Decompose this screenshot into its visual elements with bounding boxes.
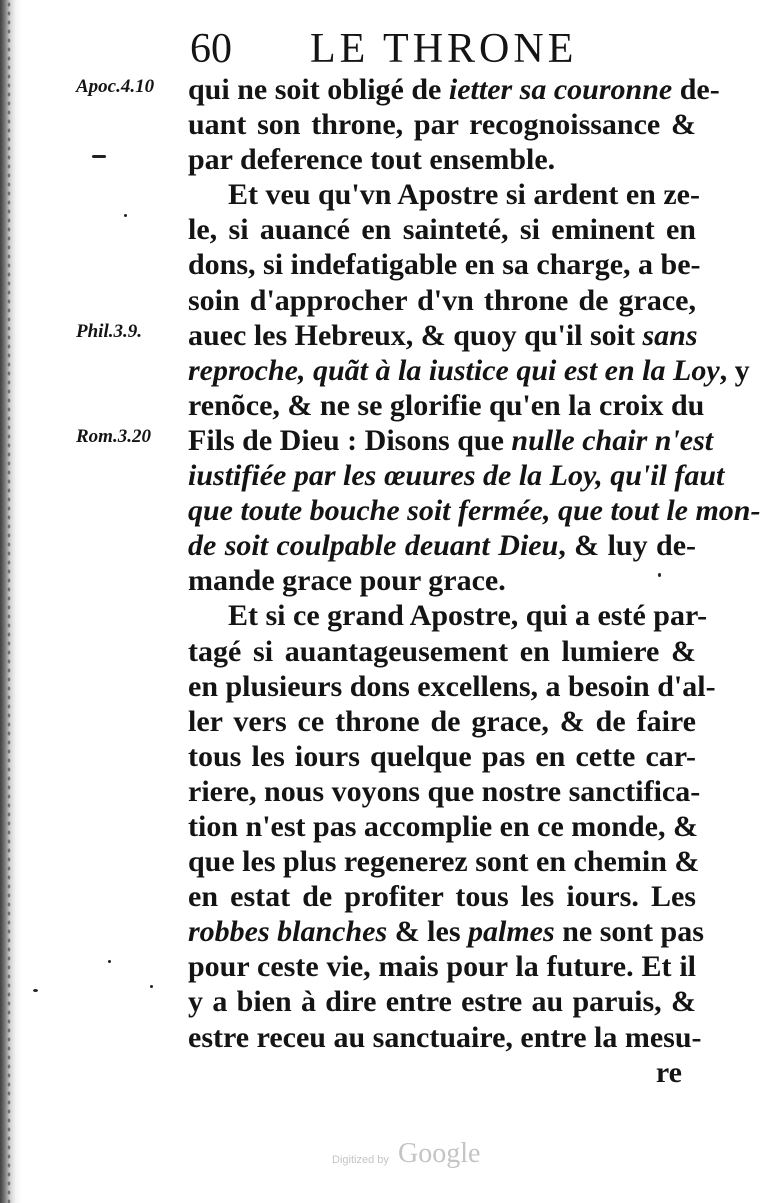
text-line: [188, 879, 696, 914]
text-segment: tion n'est pas accomplie en ce monde, &: [188, 809, 698, 843]
text-line: [188, 984, 696, 1019]
text-segment: pour ceste vie, mais pour la future. Et il: [188, 950, 696, 984]
text-line: [188, 353, 750, 388]
body-text: [188, 72, 761, 1090]
text-line: [188, 669, 716, 704]
text-segment: estre receu au sanctuaire, entre la mesu-: [188, 1020, 702, 1054]
text-line: [188, 177, 700, 212]
text-segment: re: [655, 1055, 682, 1089]
text-segment: , y: [719, 353, 750, 387]
text-line: [188, 809, 696, 844]
italic-quotation: nulle chair n'est: [511, 423, 714, 457]
italic-quotation: robbes blanches: [188, 915, 388, 949]
ink-speck: [150, 985, 153, 988]
text-line: [188, 739, 696, 774]
text-line: [188, 634, 696, 669]
text-segment: renõce, & ne se glorifie qu'en la croix du: [188, 388, 705, 422]
text-segment: riere, nous voyons que nostre sanctifica-: [188, 774, 701, 808]
text-line: [188, 563, 696, 598]
ink-speck: [33, 989, 38, 992]
text-segment: de-: [672, 73, 720, 106]
italic-quotation: de soit coulpable deuant Dieu: [188, 529, 559, 563]
text-segment: auec les Hebreux, & quoy qu'il soit: [188, 318, 643, 352]
text-segment: par deference tout ensemble.: [188, 143, 556, 177]
text-segment: tagé si auantageusement en lumiere &: [188, 634, 696, 668]
text-line: [188, 774, 701, 809]
italic-quotation: sans: [642, 318, 698, 352]
text-line: [188, 914, 704, 949]
text-line: [188, 1020, 702, 1055]
text-segment: Et veu qu'vn Apostre si ardent en ze-: [228, 178, 700, 212]
text-line: [188, 72, 720, 107]
text-segment: le, si auancé en sainteté, si eminent en: [188, 213, 696, 247]
text-segment: y a bien à dire entre estre au paruis, &: [188, 985, 696, 1019]
italic-quotation: palmes: [468, 915, 555, 949]
text-segment: ler vers ce throne de grace, & de faire: [188, 704, 696, 738]
text-line: [188, 318, 696, 353]
margin-note-apoc: Apoc.4.10: [76, 76, 155, 97]
ink-speck: [108, 960, 111, 963]
text-line: [188, 528, 696, 563]
text-line: [188, 212, 696, 247]
text-line: [188, 388, 705, 423]
text-line: [188, 423, 714, 458]
margin-note-rom: Rom.3.20: [76, 426, 151, 447]
text-line: [188, 493, 761, 528]
text-segment: dons, si indefatigable en sa charge, a be-: [188, 248, 701, 282]
text-line: [188, 704, 696, 739]
text-segment: qui ne soit obligé de: [188, 73, 449, 106]
italic-quotation: que toute bouche soit fermée, que tout le mon-: [188, 494, 761, 528]
text-segment: uant son throne, par recognoissance &: [188, 108, 696, 142]
text-line: [188, 458, 725, 493]
text-segment: mande grace pour grace.: [188, 564, 506, 598]
text-line: [188, 247, 701, 282]
text-segment: en plusieurs dons excellens, a besoin d'al-: [188, 669, 716, 703]
text-segment: Fils de Dieu : Disons que: [188, 423, 512, 457]
text-line: [188, 283, 696, 318]
text-segment: que les plus regenerez sont en chemin &: [188, 845, 700, 879]
text-line: [188, 107, 696, 142]
ink-speck: [124, 214, 127, 217]
margin-note-phil: Phil.3.9.: [76, 321, 142, 342]
text-line: [188, 598, 708, 633]
text-segment: & les: [387, 915, 469, 949]
text-line: [188, 949, 696, 984]
digitized-by-label: Digitized by: [332, 1154, 389, 1166]
running-title: LE THRONE: [310, 26, 578, 72]
text-segment: , & luy de-: [558, 529, 696, 563]
page-header: [190, 24, 600, 74]
text-segment: ne sont pas: [554, 915, 704, 949]
text-line: [188, 142, 696, 177]
text-segment: tous les iours quelque pas en cette car-: [188, 739, 696, 773]
text-segment: en estat de profiter tous les iours. Les: [188, 880, 696, 914]
digitization-watermark: [332, 1138, 532, 1178]
text-line: [188, 1055, 696, 1090]
text-segment: Et si ce grand Apostre, qui a esté par-: [228, 599, 708, 633]
page-number: 60: [190, 26, 232, 72]
italic-quotation: ietter sa couronne: [448, 73, 673, 106]
italic-quotation: iustifiée par les œuures de la Loy, qu'il faut: [188, 459, 725, 493]
text-line: [188, 844, 700, 879]
binding-stitching: [6, 0, 12, 1203]
google-watermark-logo: Google: [398, 1138, 481, 1169]
ink-speck: [92, 155, 106, 158]
text-segment: soin d'approcher d'vn throne de grace,: [188, 283, 696, 317]
italic-quotation: reproche, quãt à la iustice qui est en la Loy: [188, 353, 720, 387]
